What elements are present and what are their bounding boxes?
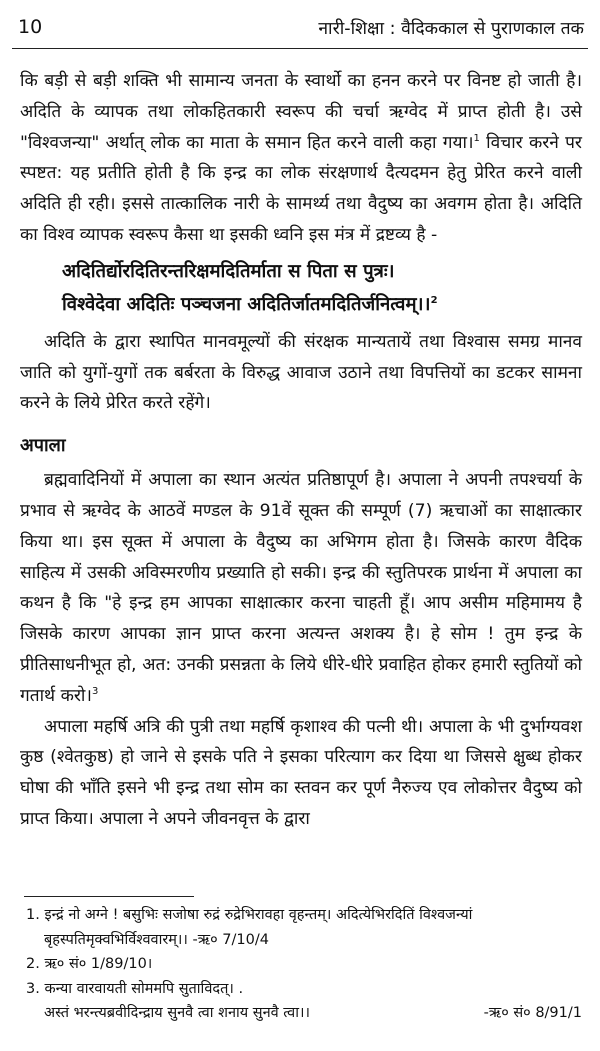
- footnote-3: [26, 977, 582, 1026]
- verse-line-2: विश्वेदेवा अदितिः पञ्चजना अदितिर्जातमदितिर्जनित्वम्।।: [62, 293, 431, 315]
- footnote-1-line-1: 1. इन्द्रं नो अग्ने ! बसुभिः सजोषा रुद्रं रुद्रेभिरावहा वृहन्तम्। अदित्येभिरदितिं विश्वजन्यां: [26, 907, 473, 923]
- footnote-1: [26, 903, 582, 952]
- aditi-paragraph: अदिति के द्वारा स्थापित मानवमूल्यों की संरक्षक मान्यतायें तथा विश्वास समग्र मानव जाति को युगों-युगों तक बर्बरता के विरुद्ध आवाज उठाने तथा विपत्तियों का डटकर सामना करने के लिये प्रेरित करते रहेंगे।: [20, 331, 582, 414]
- footnotes: [26, 903, 582, 1026]
- verse-line-1: अदितिर्द्योरदितिरन्तरिक्षमदितिर्माता स पिता स पुत्रः।: [62, 260, 395, 282]
- mantra-verse: [20, 255, 582, 321]
- intro-paragraph: [20, 66, 582, 251]
- footnote-marker-2: 2: [430, 294, 438, 306]
- apala-paragraph-2: अपाला महर्षि अत्रि की पुत्री तथा महर्षि कृशाश्व की पत्नी थी। अपाला के भी दुर्भाग्यवश कुष्ठ (श्वेतकुष्ठ) हो जाने से इसके पति ने इसका परित्याग कर दिया था जिससे क्षुब्ध होकर घोषा की भाँति इसने भी इन्द्र तथा सोम का स्तवन कर पूर्ण नैरुज्य एव लोकोत्तर वैदुष्य को प्राप्त किया। अपाला ने अपने जीवनवृत्त के द्वारा: [20, 716, 582, 829]
- footnote-2: 2. ऋ० सं० 1/89/10।: [26, 956, 153, 972]
- footnote-3-line-1: 3. कन्या वारवायती सोममपि सुताविदत्। .: [26, 980, 244, 997]
- footnote-3-reference: -ऋ० सं० 8/91/1: [483, 1005, 582, 1021]
- page-header: [12, 8, 588, 49]
- footnote-3-line-2: अस्तं भरन्त्यब्रवीदिन्द्राय सुनवै त्वा शनाय सुनवै त्वा।।: [44, 1005, 310, 1021]
- verse-line-2-wrap: [62, 288, 582, 321]
- footnote-divider: [24, 896, 194, 897]
- footnote-1-line-2: बृहस्पतिमृक्वभिर्विश्ववारम्।। -ऋ० 7/10/4: [44, 931, 269, 948]
- apala-paragraph-1: [20, 465, 582, 711]
- page-number: 10: [18, 16, 43, 38]
- footnote-marker-1: 1: [473, 132, 480, 144]
- apala-paragraph-1-text: ब्रह्मवादिनियों में अपाला का स्थान अत्यंत प्रतिष्ठापूर्ण है। अपाला ने अपनी तपश्चर्या के प्रभाव से ऋग्वेद के आठवें मण्डल के 91वें सूक्त की सम्पूर्ण (7) ऋचाओं का साक्षात्कार किया था। इस सूक्त में अपाला के वैदुष्य का अभिगम होता है। जिसके कारण वैदिक साहित्य में उसकी अविस्मरणीय प्रख्याति हो सकी। इन्द्र की स्तुतिपरक प्रार्थना में अपाला का कथन है कि "हे इन्द्र हम आपका साक्षात्कार करना चाहती हूँ। आप असीम महिमामय है जिसके कारण आपका ज्ञान प्राप्त करना अत्यन्त अशक्य है। हे सोम ! तुम इन्द्र के प्रीतिसाधनीभूत हो, अत: उनकी प्रसन्नता के लिये धीरे-धीरे प्रवाहित होकर हमारी स्तुतियों को गतार्थ करो।: [20, 470, 582, 706]
- running-title: नारी-शिक्षा : वैदिककाल से पुराणकाल तक: [318, 19, 584, 39]
- intro-paragraph-cont: विचार करने पर स्पष्टत: यह प्रतीति होती है कि इन्द्र का लोक संरक्षणार्थ दैत्यदमन हेतु प्रेरित करने वाली अदिति ही रही। इससे तात्कालिक नारी के सामर्थ्य तथा वैदुष्य का अवगम होता है। अदिति का विश्व व्यापक स्वरूप कैसा था इसकी ध्वनि इस मंत्र में द्रष्टव्य है -: [20, 132, 582, 245]
- intro-paragraph-text: कि बड़ी से बड़ी शक्ति भी सामान्य जनता के स्वार्थो का हनन करने पर विनष्ट हो जाती है। अदिति के व्यापक तथा लोकहितकारी स्वरूप की चर्चा ऋग्वेद में प्राप्त होती है। उसे "विश्वजन्या" अर्थात् लोक का माता के समान हित करने वाली कहा गया।: [20, 71, 582, 153]
- body-text: [20, 66, 582, 835]
- footnote-marker-3: 3: [91, 685, 99, 697]
- section-heading-apala: अपाला: [20, 435, 66, 457]
